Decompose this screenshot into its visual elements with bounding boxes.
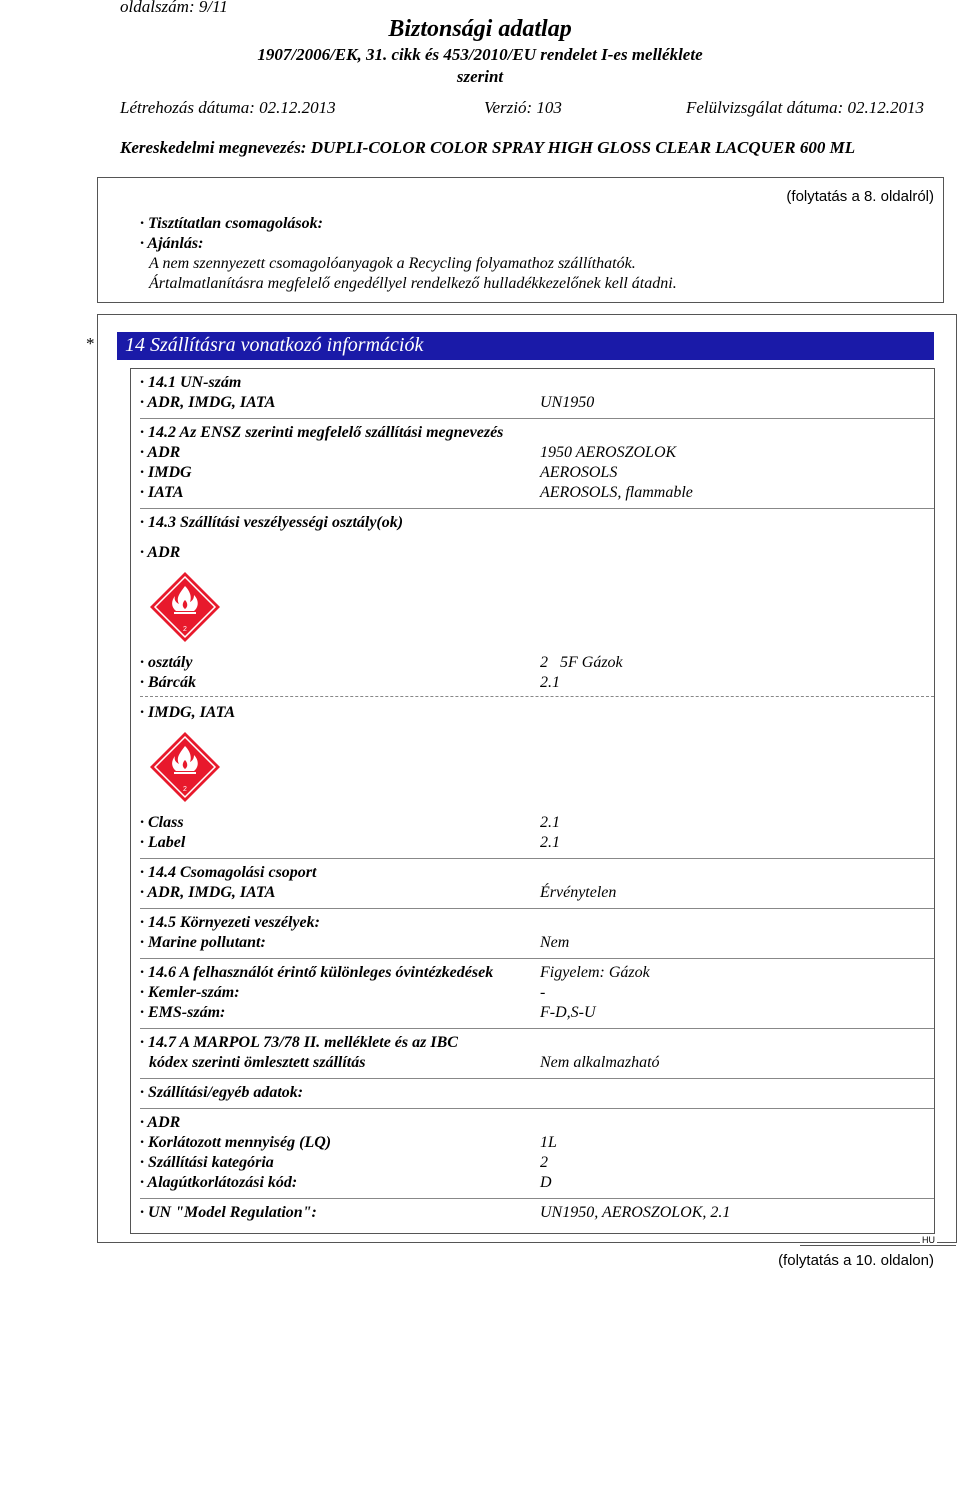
ems-label: · EMS-szám:: [140, 1004, 226, 1021]
label-value: 2.1: [540, 834, 560, 851]
divider: [140, 1078, 934, 1079]
divider: [140, 508, 934, 509]
packing-group-value: Érvénytelen: [540, 884, 617, 901]
osztaly-label: · osztály: [140, 654, 193, 671]
divider: [140, 858, 934, 859]
pictogram-class-number: 2: [183, 786, 187, 793]
model-regulation-value: UN1950, AEROSZOLOK, 2.1: [540, 1204, 731, 1221]
un-number-label: · ADR, IMDG, IATA: [140, 394, 276, 411]
divider: [140, 1198, 934, 1199]
tunnel-code-label: · Alagútkorlátozási kód:: [140, 1174, 298, 1191]
version: Verzió: 103: [484, 98, 562, 117]
footer-rule: [800, 1245, 956, 1246]
section14-right-border: [956, 314, 957, 1242]
divider: [140, 958, 934, 959]
class-label: · Class: [140, 814, 184, 831]
barcak-value: 2.1: [540, 674, 560, 691]
section14-inner-box: [130, 368, 935, 1234]
trade-name: Kereskedelmi megnevezés: DUPLI-COLOR COLOR SPRAY HIGH GLOSS CLEAR LACQUER 600 ML: [120, 138, 856, 157]
recommendation-line-2: Ártalmatlanításra megfelelő engedéllyel rendelkező hulladékkezelőnek kell átadni.: [149, 275, 677, 292]
adr-value: 1950 AEROSZOLOK: [540, 444, 677, 461]
section14-left-border: [97, 314, 98, 1242]
continuation-to: (folytatás a 10. oldalon): [778, 1252, 934, 1269]
other-transport-heading: · Szállítási/egyéb adatok:: [140, 1084, 304, 1101]
document-title: Biztonsági adatlap: [388, 16, 572, 42]
recommendation-line-1: A nem szennyezett csomagolóanyagok a Recycling folyamathoz szállíthatók.: [149, 255, 636, 272]
adr-other-label: · ADR: [140, 1114, 181, 1131]
country-code: HU: [922, 1235, 935, 1245]
hazard-class-heading: · 14.3 Szállítási veszélyességi osztály(ok): [140, 514, 404, 531]
marine-pollutant-label: · Marine pollutant:: [140, 934, 266, 951]
marine-pollutant-value: Nem: [540, 934, 570, 951]
packing-group-label: · ADR, IMDG, IATA: [140, 884, 276, 901]
section14-title: 14 Szállításra vonatkozó információk: [125, 334, 424, 356]
kemler-value: -: [540, 984, 546, 1001]
class-value: 2.1: [540, 814, 560, 831]
marpol-heading-line-2: kódex szerinti ömlesztett szállítás: [149, 1054, 366, 1071]
barcak-label: · Bárcák: [140, 674, 196, 691]
osztaly-value: 2 5F Gázok: [540, 654, 623, 671]
packing-group-heading: · 14.4 Csomagolási csoport: [140, 864, 317, 881]
revised-date: Felülvizsgálat dátuma: 02.12.2013: [686, 98, 924, 117]
limited-quantity-label: · Korlátozott mennyiség (LQ): [140, 1134, 332, 1151]
imdg-value: AEROSOLS: [540, 464, 618, 481]
hazard-class-adr: · ADR: [140, 544, 181, 561]
uncleaned-packaging-heading: · Tisztítatlan csomagolások:: [140, 215, 323, 232]
imdg-label: · IMDG: [140, 464, 192, 481]
iata-value: AEROSOLS, flammable: [540, 484, 693, 501]
regulation-suffix: szerint: [456, 67, 504, 86]
kemler-label: · Kemler-szám:: [140, 984, 240, 1001]
pictogram-class-number: 2: [183, 626, 187, 633]
recommendation-heading: · Ajánlás:: [140, 235, 204, 252]
transport-category-label: · Szállítási kategória: [140, 1154, 274, 1171]
divider: [140, 908, 934, 909]
transport-category-value: 2: [540, 1154, 548, 1171]
divider: [140, 1028, 934, 1029]
flame-pictogram-icon: [148, 730, 222, 804]
label-label: · Label: [140, 834, 186, 851]
dashed-divider: [140, 696, 934, 697]
imdg-iata-label: · IMDG, IATA: [140, 704, 236, 721]
environmental-hazards-heading: · 14.5 Környezeti veszélyek:: [140, 914, 320, 931]
change-marker: *: [86, 334, 95, 353]
shipping-name-heading: · 14.2 Az ENSZ szerinti megfelelő szállítási megnevezés: [140, 424, 504, 441]
created-date: Létrehozás dátuma: 02.12.2013: [120, 98, 336, 117]
ems-value: F-D,S-U: [540, 1004, 596, 1021]
divider: [140, 1108, 934, 1109]
marpol-heading-line-1: · 14.7 A MARPOL 73/78 II. melléklete és az IBC: [140, 1034, 458, 1051]
divider: [140, 418, 934, 419]
special-precautions-value: Figyelem: Gázok: [540, 964, 650, 981]
flame-pictogram-icon: [148, 570, 222, 644]
page-number: oldalszám: 9/11: [120, 0, 228, 16]
un-number-value: UN1950: [540, 394, 595, 411]
model-regulation-label: · UN "Model Regulation":: [140, 1204, 317, 1221]
special-precautions-heading: · 14.6 A felhasználót érintő különleges óvintézkedések: [140, 964, 494, 981]
regulation-line: 1907/2006/EK, 31. cikk és 453/2010/EU rendelet I-es melléklete: [257, 45, 703, 64]
adr-label: · ADR: [140, 444, 181, 461]
limited-quantity-value: 1L: [540, 1134, 557, 1151]
continuation-from: (folytatás a 8. oldalról): [786, 188, 934, 205]
marpol-value: Nem alkalmazható: [540, 1054, 660, 1071]
tunnel-code-value: D: [540, 1174, 552, 1191]
section14-bottom-border: [97, 1242, 957, 1243]
un-number-heading: · 14.1 UN-szám: [140, 374, 242, 391]
section14-top-border: [97, 314, 957, 315]
iata-label: · IATA: [140, 484, 184, 501]
